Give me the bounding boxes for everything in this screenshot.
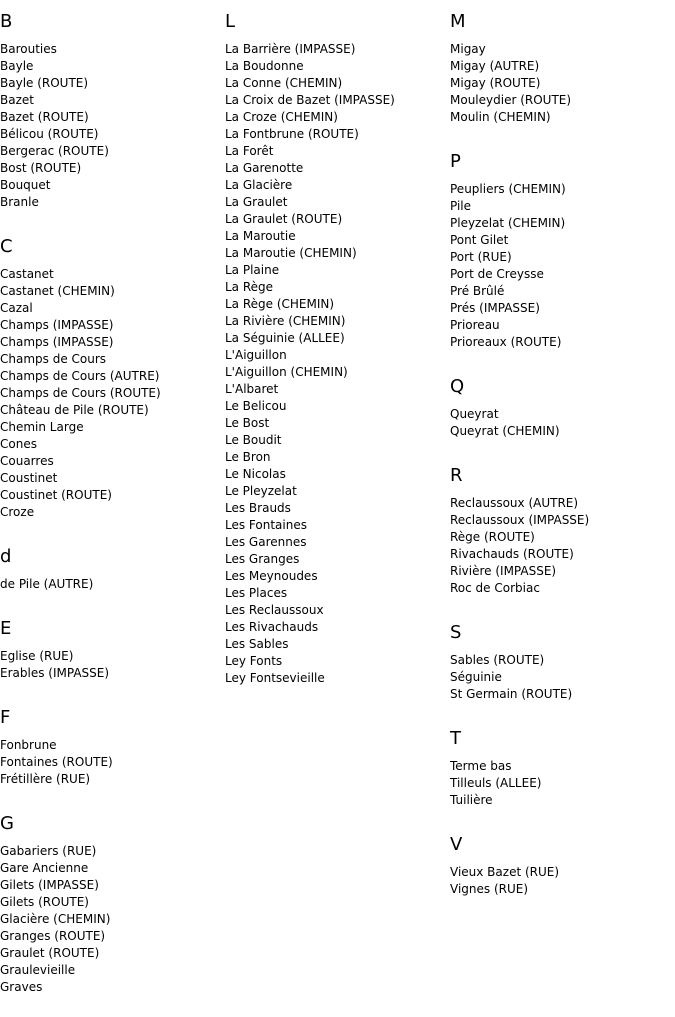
street-list-item: Champs de Cours (ROUTE) [0, 386, 161, 400]
street-list-item: La Rège (CHEMIN) [225, 297, 335, 311]
street-list-item: Pré Brûlé [450, 284, 505, 298]
street-list-item: La Graulet [225, 195, 288, 209]
street-list-item: Migay (ROUTE) [450, 76, 541, 90]
street-list-item: Migay [450, 42, 486, 56]
street-list-item: Graulet (ROUTE) [0, 946, 100, 960]
street-list-item: Le Bron [225, 450, 271, 464]
street-list-item: Bouquet [0, 178, 51, 192]
street-list-item: Sables (ROUTE) [450, 653, 545, 667]
street-list-item: Chemin Large [0, 420, 84, 434]
section-letter-heading: S [450, 622, 462, 643]
street-list-item: de Pile (AUTRE) [0, 577, 94, 591]
street-list-item: Gabariers (RUE) [0, 844, 97, 858]
street-list-item: Champs (IMPASSE) [0, 335, 114, 349]
section-letter-heading: L [225, 11, 236, 32]
letter-group [225, 11, 440, 687]
street-list-item: Prioreaux (ROUTE) [450, 335, 562, 349]
street-list-item: Croze [0, 505, 35, 519]
street-list [0, 266, 215, 521]
street-list-item: La Croze (CHEMIN) [225, 110, 338, 124]
street-list-item: Tuilière [450, 793, 493, 807]
street-list-item: Champs (IMPASSE) [0, 318, 114, 332]
street-list-item: La Plaine [225, 263, 280, 277]
street-list-item: L'Aiguillon (CHEMIN) [225, 365, 348, 379]
street-list-item: La Boudonne [225, 59, 304, 73]
letter-group [450, 728, 675, 809]
street-list [450, 652, 675, 703]
street-list-item: Les Sables [225, 637, 289, 651]
street-list-item: Coustinet [0, 471, 58, 485]
street-list-item: Les Meynoudes [225, 569, 318, 583]
street-list-item: La Maroutie [225, 229, 296, 243]
street-list-item: Fonbrune [0, 738, 57, 752]
street-list-item: Champs de Cours [0, 352, 107, 366]
street-list-item: Graves [0, 980, 43, 994]
street-list-item: Castanet (CHEMIN) [0, 284, 115, 298]
street-list-item: Eglise (RUE) [0, 649, 74, 663]
section-letter-heading: V [450, 834, 463, 855]
street-list-item: Les Fontaines [225, 518, 307, 532]
street-list-item: Coustinet (ROUTE) [0, 488, 112, 502]
street-list-item: Mouleydier (ROUTE) [450, 93, 572, 107]
street-list-item: L'Aiguillon [225, 348, 287, 362]
street-list [0, 41, 215, 211]
street-list-item: Ley Fontsevieille [225, 671, 325, 685]
letter-group [450, 622, 675, 703]
street-index-column-3 [450, 0, 675, 898]
street-list-item: Reclaussoux (AUTRE) [450, 496, 579, 510]
street-list-item: Les Brauds [225, 501, 291, 515]
street-list-item: Port de Creysse [450, 267, 544, 281]
street-list-item: Rivachauds (ROUTE) [450, 547, 574, 561]
street-list-item: Champs de Cours (AUTRE) [0, 369, 160, 383]
street-list [0, 576, 215, 593]
letter-group [0, 618, 215, 682]
street-list-item: Port (RUE) [450, 250, 512, 264]
street-list-item: Séguinie [450, 670, 502, 684]
street-list-item: Ley Fonts [225, 654, 283, 668]
street-list-item: Tilleuls (ALLEE) [450, 776, 542, 790]
street-list-item: Glacière (CHEMIN) [0, 912, 111, 926]
street-list-item: La Croix de Bazet (IMPASSE) [225, 93, 395, 107]
letter-group [0, 546, 215, 593]
street-list [450, 495, 675, 597]
street-list-item: Vignes (RUE) [450, 882, 529, 896]
street-list-item: Bost (ROUTE) [0, 161, 82, 175]
section-letter-heading: Q [450, 376, 465, 397]
section-letter-heading: M [450, 11, 466, 32]
street-list-item: Bayle (ROUTE) [0, 76, 89, 90]
street-list-item: Le Nicolas [225, 467, 286, 481]
street-list-item: Le Boudit [225, 433, 282, 447]
street-list-item: Roc de Corbiac [450, 581, 540, 595]
letter-group [0, 11, 215, 211]
street-list-item: Rège (ROUTE) [450, 530, 535, 544]
street-list-item: Frétillère (RUE) [0, 772, 91, 786]
street-list-item: Cones [0, 437, 37, 451]
section-letter-heading: R [450, 465, 463, 486]
street-list-item: Pleyzelat (CHEMIN) [450, 216, 566, 230]
street-list-item: Fontaines (ROUTE) [0, 755, 113, 769]
street-list-item: Barouties [0, 42, 57, 56]
street-list-item: Cazal [0, 301, 33, 315]
letter-group [450, 465, 675, 597]
section-letter-heading: C [0, 236, 13, 257]
street-list-item: Château de Pile (ROUTE) [0, 403, 149, 417]
street-index-column-2 [225, 0, 440, 687]
street-list-item: La Graulet (ROUTE) [225, 212, 343, 226]
street-list [450, 864, 675, 898]
street-list-item: Peupliers (CHEMIN) [450, 182, 566, 196]
street-list-item: Les Rivachauds [225, 620, 319, 634]
street-list-item: Bazet (ROUTE) [0, 110, 89, 124]
street-list-item: Les Granges [225, 552, 300, 566]
street-list-item: Gilets (ROUTE) [0, 895, 89, 909]
street-list-item: La Fontbrune (ROUTE) [225, 127, 359, 141]
street-list-item: Graulevieille [0, 963, 76, 977]
street-list [450, 758, 675, 809]
street-list-item: Prés (IMPASSE) [450, 301, 540, 315]
street-list-item: Les Places [225, 586, 288, 600]
street-list-item: Bayle [0, 59, 34, 73]
street-list-item: La Forêt [225, 144, 274, 158]
letter-group [450, 376, 675, 440]
street-list-item: Gare Ancienne [0, 861, 89, 875]
street-list [0, 737, 215, 788]
street-index-column-1 [0, 0, 215, 996]
street-list-item: La Conne (CHEMIN) [225, 76, 343, 90]
street-list-item: La Rivière (CHEMIN) [225, 314, 346, 328]
street-list [450, 41, 675, 126]
street-list-item: La Séguinie (ALLEE) [225, 331, 345, 345]
street-list-item: Les Reclaussoux [225, 603, 324, 617]
street-list-item: Reclaussoux (IMPASSE) [450, 513, 590, 527]
street-list [225, 41, 440, 687]
letter-group [450, 151, 675, 351]
letter-group [0, 707, 215, 788]
street-list-item: Bergerac (ROUTE) [0, 144, 109, 158]
street-list-item: Couarres [0, 454, 54, 468]
section-letter-heading: T [450, 728, 461, 749]
street-list [0, 843, 215, 996]
street-list-item: Queyrat [450, 407, 499, 421]
letter-group [450, 11, 675, 126]
street-list-item: Le Belicou [225, 399, 287, 413]
street-list [0, 648, 215, 682]
street-list-item: Le Pleyzelat [225, 484, 297, 498]
street-list-item: Les Garennes [225, 535, 307, 549]
street-list-item: Bélicou (ROUTE) [0, 127, 99, 141]
street-list-item: Branle [0, 195, 39, 209]
section-letter-heading: P [450, 151, 461, 172]
letter-group [450, 834, 675, 898]
street-list-item: Erables (IMPASSE) [0, 666, 110, 680]
street-list-item: Prioreau [450, 318, 500, 332]
street-list-item: Bazet [0, 93, 34, 107]
street-list-item: Queyrat (CHEMIN) [450, 424, 560, 438]
street-list-item: La Garenotte [225, 161, 304, 175]
street-list [450, 181, 675, 351]
street-list-item: Terme bas [450, 759, 512, 773]
street-list-item: Pont Gilet [450, 233, 509, 247]
section-letter-heading: B [0, 11, 13, 32]
street-list-item: St Germain (ROUTE) [450, 687, 573, 701]
street-list-item: Rivière (IMPASSE) [450, 564, 557, 578]
street-list-item: La Maroutie (CHEMIN) [225, 246, 357, 260]
street-list-item: Granges (ROUTE) [0, 929, 106, 943]
street-list-item: La Glacière [225, 178, 293, 192]
section-letter-heading: E [0, 618, 12, 639]
street-list-item: Le Bost [225, 416, 270, 430]
street-list-item: Castanet [0, 267, 54, 281]
letter-group [0, 236, 215, 521]
section-letter-heading: d [0, 546, 12, 567]
street-list-item: Moulin (CHEMIN) [450, 110, 551, 124]
street-list-item: Migay (AUTRE) [450, 59, 540, 73]
street-list-item: Gilets (IMPASSE) [0, 878, 99, 892]
street-list-item: Pile [450, 199, 472, 213]
street-list-item: L'Albaret [225, 382, 279, 396]
section-letter-heading: G [0, 813, 14, 834]
street-list-item: La Barrière (IMPASSE) [225, 42, 356, 56]
street-list-item: La Rège [225, 280, 274, 294]
section-letter-heading: F [0, 707, 11, 728]
letter-group [0, 813, 215, 996]
street-list-item: Vieux Bazet (RUE) [450, 865, 560, 879]
street-list [450, 406, 675, 440]
